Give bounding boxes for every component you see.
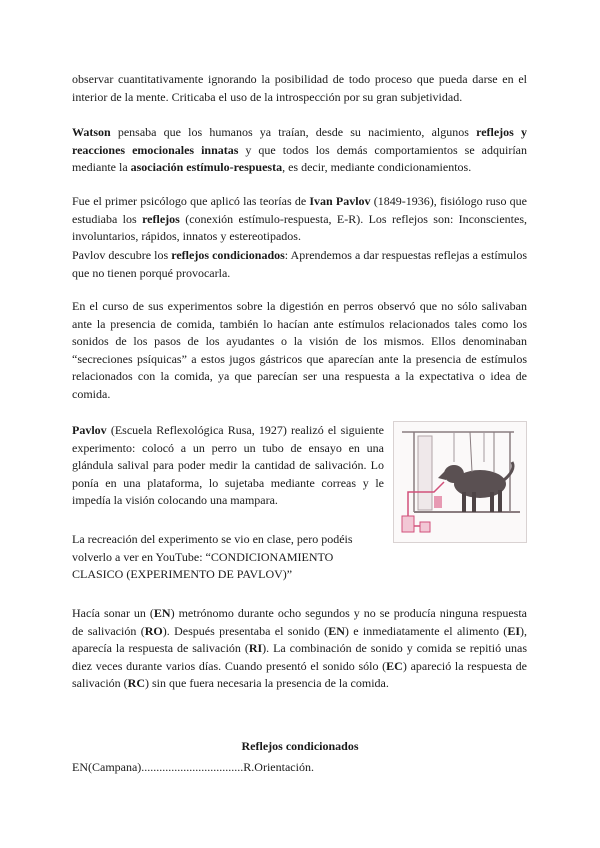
bold-asociacion: asociación estímulo-respuesta	[130, 160, 283, 175]
text: ) apareció la respuesta de salivación (	[72, 658, 528, 691]
text: Fue el primer psicólogo que aplicó las teorías de	[72, 194, 310, 208]
bold-ro: RO	[144, 623, 163, 638]
bold-ivan-pavlov: Ivan Pavlov	[309, 194, 371, 208]
bold-ei: EI	[507, 623, 520, 638]
text: ), aparecía la respuesta de salivación (	[72, 623, 527, 656]
paragraph-youtube	[72, 531, 384, 584]
text: ). La combinación de sonido y comida se repitió unas diez veces durante varios días. Cuando presentó el sonido sólo (	[72, 641, 527, 673]
bold-reflejos: reflejos	[142, 211, 180, 226]
text: observar cuantitativamente ignorando la posibilidad de todo proceso que pueda darse en el interior de la mente. Criticaba el uso de la introspección por su gran subjetividad.	[72, 72, 527, 104]
text: (Escuela Reflexológica Rusa, 1927) realizó el siguiente experimento: colocó a un perro un tubo de ensayo en una glándula salival para poder medir la cantidad de salivación. Lo ponía en una plataforma, lo sujetaba mediante correas y le impedía la visión colocando una mampara.	[72, 423, 384, 508]
paragraph-metronome	[72, 605, 527, 693]
text: ). Después presentaba el sonido (	[162, 623, 329, 638]
text: Pavlov descubre los	[72, 248, 172, 262]
text: ) sin que fuera necesaria la presencia de la comida.	[145, 676, 389, 691]
text: , es decir, mediante condicionamientos.	[282, 160, 472, 175]
bold-en: EN	[328, 623, 345, 638]
bold-pavlov: Pavlov	[72, 423, 107, 437]
bold-en: EN	[153, 606, 171, 620]
paragraph-experimentos	[72, 298, 527, 404]
bold-ri: RI	[248, 641, 263, 656]
text: pensaba que los humanos ya traían, desde su nacimiento, algunos	[110, 125, 477, 139]
bold-reflejos: reflejos y reacciones emocionales innatas	[72, 125, 527, 157]
text: : Aprendemos a dar respuestas reflejas a estímulos que no tienen porqué provocarla.	[72, 248, 528, 280]
text: (conexión estímulo-respuesta, E-R). Los reflejos son: Inconscientes, involuntarios, rápidos, innatos y estereotipados.	[72, 211, 527, 244]
text: Hacía sonar un (	[72, 606, 154, 620]
section-title: Reflejos condicionados	[241, 739, 359, 753]
bold-reflejos-condicionados: reflejos condicionados	[171, 248, 285, 262]
text: y que todos los demás comportamientos se adquirían mediante la	[72, 142, 527, 175]
text: ) metrónomo durante ocho segundos y no se producía ninguna respuesta de salivación (	[72, 606, 527, 638]
text: ) e inmediatamente el alimento (	[344, 623, 508, 638]
paragraph-intro	[72, 71, 527, 106]
dog-experiment-svg	[394, 422, 526, 542]
paragraph-pavlov-theories	[72, 193, 527, 246]
bold-watson: Watson	[72, 125, 111, 139]
bold-rc: RC	[127, 676, 145, 691]
reflex-line-1: EN(Campana)..................................R.Orientación.	[72, 760, 314, 774]
text: La recreación del experimento se vio en clase, pero podéis volverlo a ver en YouTube: “CONDICIONAMIENTO CLASICO (EXPERIMENTO DE PAVLOV)”	[72, 532, 353, 582]
text: (1849-1936), fisiólogo ruso que estudiaba los	[72, 194, 527, 226]
paragraph-reflejos-condicionados	[72, 247, 527, 282]
paragraph-watson	[72, 124, 527, 177]
pavlov-dog-illustration	[393, 421, 527, 543]
text: En el curso de sus experimentos sobre la digestión en perros observó que no sólo salivaban ante la presencia de comida, también lo hacían ante estímulos relacionados tales como los sonidos de los pasos de los ayudantes o la visión de los mismos. Ellos denominaban “secreciones psíquicas” a estos jugos gástricos que aparecían ante la presencia de estímulos relacionados con la comida, ya que parecían ser una respuesta a la expectativa o idea de comida.	[72, 299, 527, 401]
paragraph-pavlov-experiment	[72, 422, 384, 510]
bold-ec: EC	[386, 658, 403, 673]
